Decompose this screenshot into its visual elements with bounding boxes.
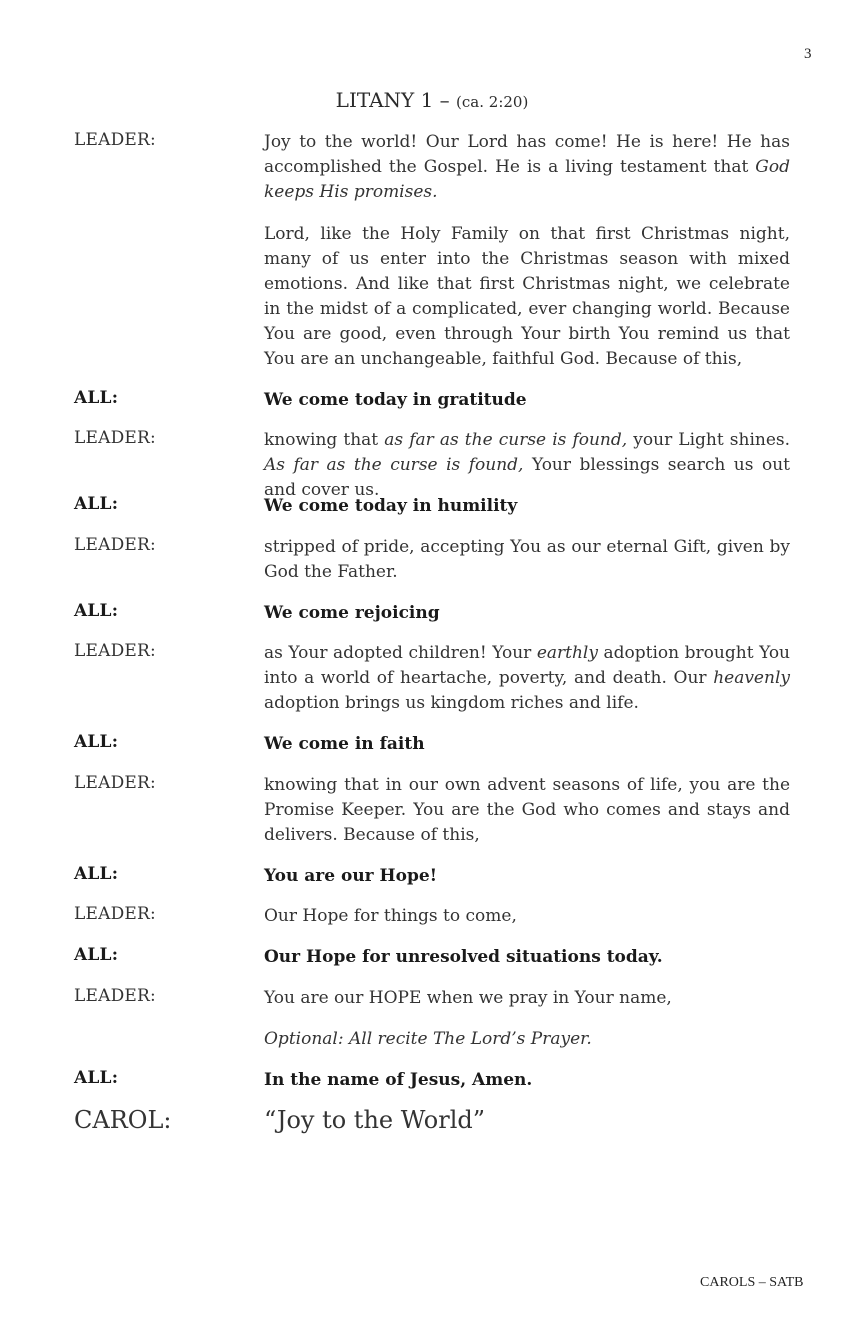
speaker-label: ALL: — [74, 601, 119, 621]
speaker-label: LEADER: — [74, 130, 156, 150]
litany-text: Our Hope for things to come, — [264, 906, 517, 926]
litany-duration: (ca. 2:20) — [456, 93, 529, 111]
text-span: adoption brought You into a world of heartache, poverty, and death. Our — [264, 643, 790, 688]
response-text: We come in faith — [264, 734, 425, 754]
italic-span: as far as the curse is found, — [384, 430, 628, 450]
footer-text: CAROLS – SATB — [700, 1275, 804, 1290]
text-span: Your blessings search us out and cover us. — [264, 455, 790, 500]
speaker-label: LEADER: — [74, 986, 156, 1006]
speaker-label: ALL: — [74, 494, 119, 514]
speaker-label: ALL: — [74, 945, 119, 965]
speaker-label: LEADER: — [74, 535, 156, 555]
litany-text — [264, 428, 790, 503]
speaker-label: LEADER: — [74, 904, 156, 924]
litany-text — [264, 130, 790, 205]
italic-span: Optional: All recite The Lord’s Prayer. — [264, 1029, 592, 1049]
text-span: knowing that — [264, 430, 385, 450]
litany-text — [264, 641, 790, 716]
carol-label: CAROL: — [74, 1106, 172, 1134]
response-text: We come rejoicing — [264, 603, 440, 623]
speaker-label: ALL: — [74, 864, 119, 884]
text-span: your Light shines. — [627, 430, 791, 450]
speaker-label: ALL: — [74, 388, 119, 408]
text-span: Joy to the world! Our Lord has come! He is here! He has accomplished the Gospel. He is a living testament that — [264, 132, 790, 177]
response-text: You are our Hope! — [264, 866, 438, 886]
speaker-label: LEADER: — [74, 773, 156, 793]
text-span: as Your adopted children! Your — [264, 643, 537, 663]
litany-text: knowing that in our own advent seasons of life, you are the Promise Keeper. You are the God who comes and stays and delivers. Because of this, — [264, 775, 790, 845]
page-title — [0, 88, 864, 112]
speaker-label: ALL: — [74, 1068, 119, 1088]
litany-text: Lord, like the Holy Family on that first Christmas night, many of us enter into the Christmas season with mixed emotions. And like that first Christmas night, we celebrate in the midst of a complicated, ever changing world. Because You are good, even through Your birth You remind us that You are an unchangeable, faithful God. Because of this, — [264, 224, 790, 369]
italic-span: God keeps His promises. — [264, 157, 790, 202]
response-text: In the name of Jesus, Amen. — [264, 1070, 533, 1090]
text-span: adoption brings us kingdom riches and life. — [264, 693, 639, 713]
speaker-label: LEADER: — [74, 641, 156, 661]
instruction-text — [264, 1027, 790, 1052]
speaker-label: ALL: — [74, 732, 119, 752]
page-number: 3 — [804, 46, 812, 62]
carol-title: “Joy to the World” — [264, 1106, 486, 1134]
litany-text: stripped of pride, accepting You as our eternal Gift, given by God the Father. — [264, 537, 790, 582]
response-text: We come today in humility — [264, 496, 518, 516]
italic-span: heavenly — [713, 668, 790, 688]
response-text: We come today in gratitude — [264, 390, 527, 410]
response-text: Our Hope for unresolved situations today. — [264, 947, 663, 967]
litany-title: LITANY 1 – — [335, 88, 450, 112]
italic-span: As far as the curse is found, — [264, 455, 524, 475]
litany-text: You are our HOPE when we pray in Your name, — [264, 988, 672, 1008]
italic-span: earthly — [536, 643, 598, 663]
speaker-label: LEADER: — [74, 428, 156, 448]
